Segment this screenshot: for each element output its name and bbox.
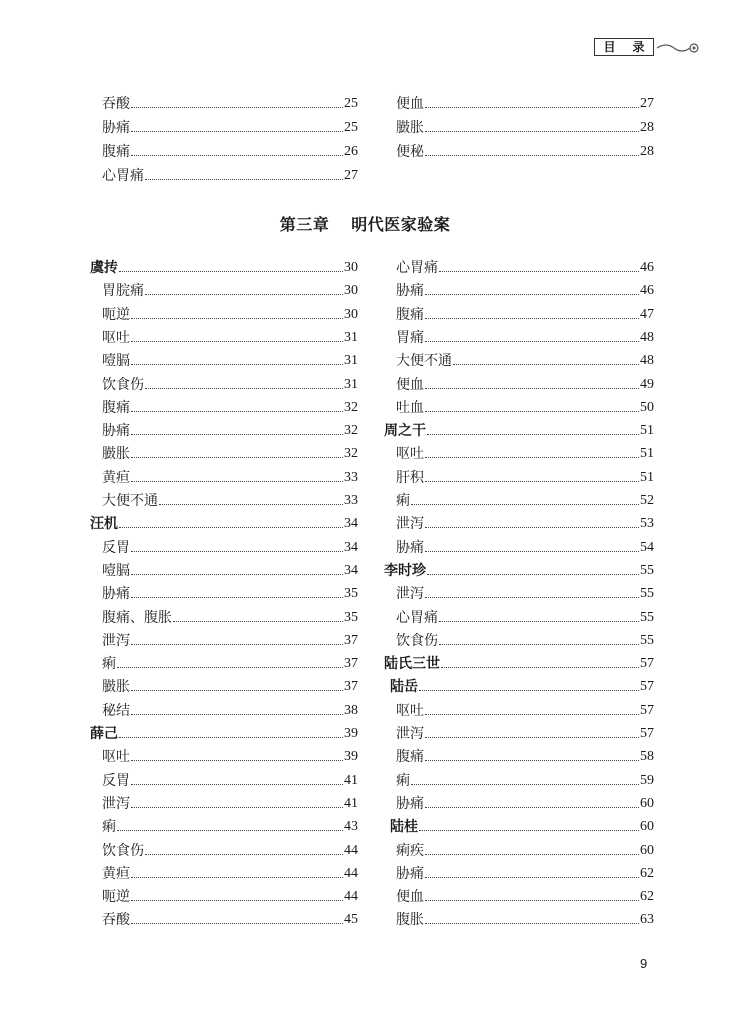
toc-entry-page: 57 [640,679,654,695]
toc-entry-page: 28 [640,144,654,159]
toc-entry-page: 51 [640,469,654,485]
toc-entry[interactable] [396,258,654,278]
running-header [594,38,704,58]
toc-entry[interactable] [102,538,358,558]
toc-entry-page: 51 [640,446,654,462]
dot-leader [425,318,639,319]
toc-entry[interactable] [396,538,654,558]
dot-leader [425,597,639,598]
toc-entry-page: 31 [344,376,358,392]
toc-entry-title: 黄疸 [102,865,130,882]
toc-entry[interactable] [102,94,358,114]
toc-entry[interactable] [102,841,358,861]
toc-entry[interactable] [396,398,654,418]
toc-entry-page: 57 [640,726,654,741]
toc-entry-title: 胃痛 [396,329,424,346]
header-char-2: 录 [632,39,645,54]
dot-leader [425,388,639,389]
dot-leader [117,830,343,831]
toc-entry[interactable] [396,631,654,651]
toc-entry[interactable] [396,328,654,348]
toc-entry-page: 50 [640,399,654,415]
dot-leader [439,644,639,645]
toc-entry-title: 吐血 [396,399,424,416]
dot-leader [425,900,639,901]
dot-leader [131,318,343,319]
dot-leader [439,271,639,272]
scroll-ornament-icon [656,40,700,56]
dot-leader [145,854,343,855]
dot-leader [119,271,343,272]
toc-entry-page: 38 [344,702,358,718]
toc-entry-page: 52 [640,493,654,508]
toc-entry[interactable] [396,491,654,511]
toc-entry-title: 虞抟 [90,260,118,276]
toc-entry-page: 55 [640,562,654,578]
toc-entry-page: 60 [640,819,654,835]
toc-entry[interactable] [102,142,358,162]
dot-leader [131,644,343,645]
toc-entry[interactable] [102,864,358,884]
dot-leader [131,411,343,412]
toc-entry-title: 胁痛 [396,795,424,812]
toc-entry-page: 60 [640,842,654,858]
dot-leader [411,504,639,505]
dot-leader [425,411,639,412]
header-label-box [594,38,654,56]
dot-leader [131,107,343,108]
toc-entry-title: 心胃痛 [396,260,438,276]
toc-entry[interactable] [396,864,654,884]
toc-entry[interactable] [396,841,654,861]
toc-entry-page: 34 [344,516,358,532]
toc-entry[interactable] [102,281,358,301]
toc-entry[interactable] [396,94,654,114]
toc-entry-title: 便血 [396,376,424,393]
toc-entry-page: 53 [640,516,654,532]
toc-entry-title: 饮食伤 [102,842,144,859]
toc-entry-title: 泄泻 [102,632,130,649]
toc-entry-title: 胁痛 [102,120,130,136]
toc-entry-title: 心胃痛 [102,168,144,184]
toc-entry-page: 33 [344,469,358,485]
dot-leader [425,923,639,924]
dot-leader [145,179,343,180]
toc-entry-page: 46 [640,283,654,299]
dot-leader [441,667,639,668]
dot-leader [131,131,343,132]
dot-leader [145,294,343,295]
toc-entry-title: 陆岳 [390,679,418,696]
toc-entry-page: 49 [640,376,654,392]
toc-entry-title: 反胃 [102,772,130,789]
page-number: 9 [640,956,648,971]
toc-entry-title: 胁痛 [396,283,424,300]
dot-leader [419,830,639,831]
toc-entry[interactable] [102,747,358,767]
toc-entry-page: 31 [344,329,358,345]
toc-entry[interactable] [102,328,358,348]
dot-leader [131,364,343,365]
dot-leader [439,621,639,622]
toc-entry-page: 39 [344,749,358,765]
toc-entry-title: 饮食伤 [102,376,144,393]
chapter-heading [0,212,730,235]
dot-leader [425,341,639,342]
toc-entry-title: 腹痛 [396,749,424,766]
dot-leader [131,877,343,878]
toc-entry-title: 泄泻 [102,795,130,812]
toc-entry-title: 腹痛、腹胀 [102,609,172,626]
dot-leader [131,457,343,458]
toc-entry[interactable] [396,584,654,604]
dot-leader [425,457,639,458]
dot-leader [425,854,639,855]
toc-entry-title: 臌胀 [102,679,130,696]
toc-entry-title: 呃逆 [102,889,130,906]
toc-entry-page: 48 [640,353,654,369]
toc-entry-physician[interactable] [384,421,654,441]
toc-entry[interactable] [102,887,358,907]
toc-entry-physician[interactable] [90,514,358,534]
toc-entry-page: 32 [344,399,358,415]
toc-entry[interactable] [102,166,358,186]
toc-entry-title: 噎膈 [102,562,130,579]
toc-entry-page: 55 [640,632,654,648]
toc-entry[interactable] [396,468,654,488]
toc-entry-title: 吞酸 [102,96,130,112]
dot-leader [131,551,343,552]
toc-entry[interactable] [396,887,654,907]
dot-leader [411,784,639,785]
toc-entry-title: 便秘 [396,144,424,160]
toc-entry-page: 30 [344,260,358,275]
toc-entry-title: 反胃 [102,539,130,556]
toc-entry-title: 腹痛 [396,306,424,323]
dot-leader [131,597,343,598]
toc-entry[interactable] [396,514,654,534]
dot-leader [159,504,343,505]
toc-entry[interactable] [396,444,654,464]
toc-entry-physician[interactable] [384,561,654,581]
toc-entry-title: 呕吐 [102,749,130,766]
toc-entry-page: 63 [640,912,654,928]
toc-entry-title: 吞酸 [102,912,130,929]
toc-entry[interactable] [102,444,358,464]
chapter-name: 明代医家验案 [351,215,451,234]
toc-entry-physician[interactable] [90,724,358,744]
toc-entry[interactable] [396,701,654,721]
dot-leader [131,807,343,808]
dot-leader [131,434,343,435]
toc-entry[interactable] [102,561,358,581]
toc-entry[interactable] [102,771,358,791]
dot-leader [173,621,343,622]
dot-leader [425,131,639,132]
toc-entry-title: 泄泻 [396,726,424,742]
toc-entry-title: 陆桂 [390,819,418,836]
dot-leader [119,527,343,528]
toc-entry[interactable] [102,398,358,418]
toc-entry[interactable] [396,747,654,767]
dot-leader [425,551,639,552]
toc-entry-page: 28 [640,120,654,135]
dot-leader [425,481,639,482]
dot-leader [425,294,639,295]
toc-entry[interactable] [396,794,654,814]
dot-leader [131,574,343,575]
toc-entry-title: 肝积 [396,469,424,486]
toc-entry-physician[interactable] [384,654,654,674]
toc-entry[interactable] [396,771,654,791]
toc-entry-title: 噎膈 [102,353,130,370]
toc-entry[interactable] [102,608,358,628]
toc-entry-title: 大便不通 [102,493,158,509]
toc-entry-page: 51 [640,423,654,439]
toc-entry-page: 41 [344,772,358,788]
dot-leader [131,900,343,901]
toc-entry[interactable] [102,305,358,325]
toc-entry[interactable] [396,351,654,371]
toc-entry-page: 37 [344,679,358,695]
toc-entry-page: 25 [344,120,358,135]
toc-entry-page: 44 [344,865,358,881]
dot-leader [131,760,343,761]
toc-entry-title: 周之干 [384,423,426,440]
toc-entry-title: 黄疸 [102,469,130,486]
toc-entry-title: 陆氏三世 [384,656,440,673]
header-char-1: 目 [603,39,616,54]
toc-entry-page: 46 [640,260,654,275]
toc-entry-physician[interactable] [90,258,358,278]
toc-entry[interactable] [396,118,654,138]
toc-entry[interactable] [396,724,654,744]
toc-entry-page: 54 [640,539,654,555]
toc-entry[interactable] [396,142,654,162]
toc-entry-page: 41 [344,795,358,811]
toc-entry-page: 59 [640,772,654,788]
dot-leader [131,155,343,156]
toc-entry-title: 泄泻 [396,586,424,603]
dot-leader [419,690,639,691]
dot-leader [117,667,343,668]
toc-entry[interactable] [102,654,358,674]
toc-entry-page: 57 [640,656,654,672]
toc-entry[interactable] [102,584,358,604]
toc-entry-title: 呕吐 [396,702,424,719]
chapter-number: 第三章 [279,215,330,234]
toc-entry[interactable] [102,817,358,837]
toc-entry[interactable] [396,305,654,325]
toc-entry-physician[interactable] [390,817,654,837]
toc-entry-title: 饮食伤 [396,632,438,649]
toc-entry-title: 呕吐 [102,329,130,346]
toc-entry-title: 胁痛 [102,586,130,603]
dot-leader [425,737,639,738]
toc-entry[interactable] [102,491,358,511]
dot-leader [427,574,639,575]
toc-entry-page: 27 [640,96,654,111]
toc-entry-page: 47 [640,306,654,322]
dot-leader [131,714,343,715]
toc-entry-page: 60 [640,795,654,811]
toc-entry[interactable] [102,701,358,721]
toc-entry[interactable] [102,677,358,697]
toc-entry-title: 痢 [102,819,116,836]
toc-entry-title: 大便不通 [396,353,452,370]
toc-entry-title: 呕吐 [396,446,424,463]
toc-entry-page: 44 [344,842,358,858]
toc-entry[interactable] [102,118,358,138]
toc-entry-title: 臌胀 [396,120,424,136]
toc-entry-page: 32 [344,446,358,462]
toc-entry-title: 痢 [396,772,410,789]
dot-leader [425,155,639,156]
toc-entry[interactable] [102,375,358,395]
toc-entry-page: 45 [344,912,358,928]
toc-entry[interactable] [102,631,358,651]
toc-entry-page: 48 [640,329,654,345]
dot-leader [425,714,639,715]
toc-entry-title: 秘结 [102,702,130,719]
dot-leader [131,923,343,924]
dot-leader [131,481,343,482]
toc-entry[interactable] [396,910,654,930]
toc-entry[interactable] [396,281,654,301]
toc-entry-title: 李时珍 [384,562,426,579]
toc-entry[interactable] [102,794,358,814]
toc-entry-page: 35 [344,586,358,602]
toc-entry-title: 心胃痛 [396,609,438,626]
toc-entry-page: 27 [344,168,358,183]
toc-entry-page: 39 [344,726,358,741]
toc-entry-page: 43 [344,819,358,835]
toc-entry-title: 胁痛 [102,423,130,440]
dot-leader [427,434,639,435]
toc-entry-page: 26 [344,144,358,159]
toc-entry-page: 32 [344,423,358,439]
toc-entry-page: 37 [344,632,358,648]
toc-entry-page: 44 [344,889,358,905]
toc-entry-title: 胃脘痛 [102,283,144,300]
dot-leader [131,341,343,342]
toc-entry-page: 55 [640,586,654,602]
dot-leader [425,877,639,878]
toc-entry-physician[interactable] [390,677,654,697]
toc-entry-page: 55 [640,609,654,625]
dot-leader [119,737,343,738]
toc-entry-title: 痢疾 [396,842,424,859]
toc-entry-title: 薛己 [90,726,118,742]
toc-entry-title: 痢 [396,493,410,509]
toc-entry-title: 呃逆 [102,306,130,323]
dot-leader [453,364,639,365]
dot-leader [425,760,639,761]
toc-entry-title: 腹胀 [396,912,424,929]
toc-entry-page: 33 [344,493,358,508]
toc-entry-page: 30 [344,283,358,299]
toc-entry[interactable] [102,910,358,930]
toc-entry-page: 30 [344,306,358,322]
toc-entry[interactable] [102,468,358,488]
dot-leader [425,807,639,808]
dot-leader [131,690,343,691]
toc-entry-title: 泄泻 [396,516,424,533]
dot-leader [145,388,343,389]
dot-leader [425,527,639,528]
dot-leader [131,784,343,785]
toc-entry-title: 腹痛 [102,144,130,160]
toc-entry-title: 胁痛 [396,539,424,556]
toc-entry-page: 25 [344,96,358,111]
toc-entry-page: 34 [344,562,358,578]
toc-entry-page: 34 [344,539,358,555]
toc-entry[interactable] [396,375,654,395]
dot-leader [425,107,639,108]
toc-entry[interactable] [102,351,358,371]
toc-entry-title: 便血 [396,96,424,112]
toc-entry[interactable] [102,421,358,441]
toc-entry-title: 汪机 [90,516,118,533]
toc-entry-page: 62 [640,865,654,881]
toc-entry-page: 58 [640,749,654,765]
toc-entry-page: 62 [640,889,654,905]
toc-entry-page: 57 [640,702,654,718]
toc-entry-title: 便血 [396,889,424,906]
toc-entry-title: 腹痛 [102,399,130,416]
toc-entry-title: 臌胀 [102,446,130,463]
toc-entry-title: 痢 [102,656,116,673]
toc-entry-page: 31 [344,353,358,369]
toc-entry-title: 胁痛 [396,865,424,882]
toc-entry[interactable] [396,608,654,628]
toc-entry-page: 35 [344,609,358,625]
toc-entry-page: 37 [344,656,358,672]
